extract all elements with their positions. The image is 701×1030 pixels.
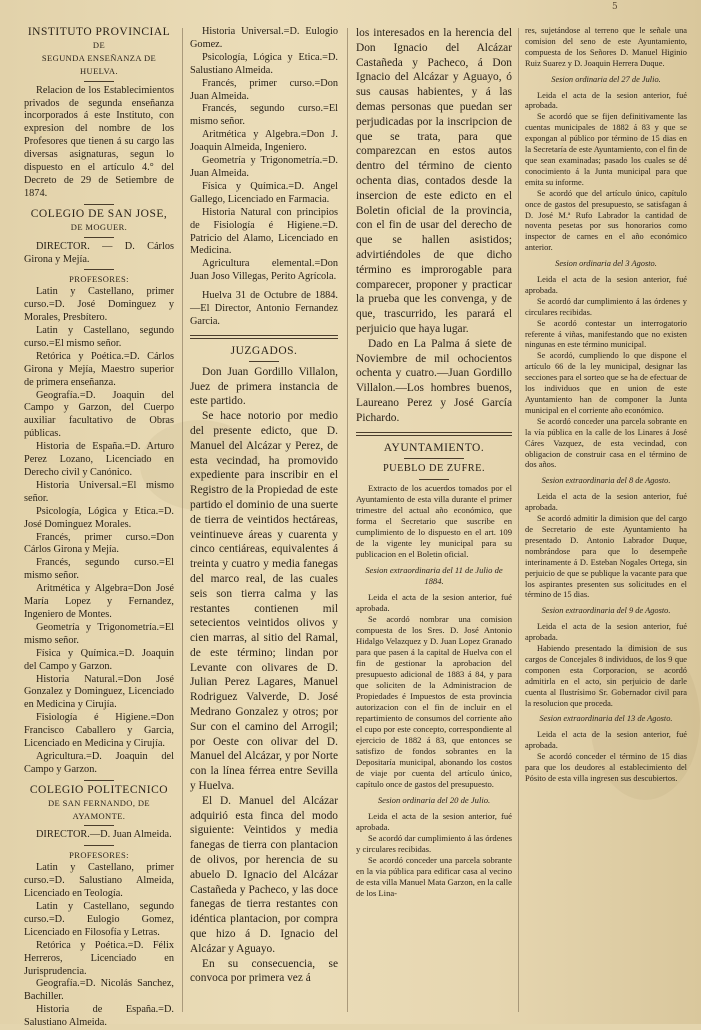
rule [419, 479, 449, 480]
session-title: Sesion ordinaria del 20 de Julio. [377, 795, 491, 806]
session-title: Sesion ordinaria del 3 Agosto. [555, 259, 657, 269]
professor-entry: Historia Natural.=Don José Gonzalez y Dominguez, Licenciado en Medicina y Cirujía. [24, 673, 174, 711]
session-title: Sesion ordinaria del 27 de Julio. [551, 74, 661, 84]
rule [84, 825, 114, 826]
professor-entry: Psicología, Lógica y Etica.=D. Salustiano Almeida. [190, 51, 338, 76]
professor-entry: Francés, segundo curso.=El mismo señor. [190, 103, 338, 128]
professor-entry: Latin y Castellano, primer curso.=D. Salustiano Almeida, Licenciado en Teología. [24, 862, 174, 900]
session-paragraph: Leida el acta de la sesion anterior, fué aprobada. [356, 811, 512, 833]
session-paragraph: Leida el acta de la sesion anterior, fué aprobada. [525, 730, 687, 751]
edict-paragraph: El D. Manuel del Alcázar adquirió esta finca del modo siguiente: Veintidos y media fanegas de tierra con plantacion de olivos, por herencia de su abuelo D. Ignacio del Alcázar Castañeda y Pacheco, y las doce fanegas de tierra restantes con idéntica plantacion, por compra que hizo á D. Ignacio del Alcázar y Aguayo. [190, 794, 338, 955]
section-rule [190, 335, 338, 339]
professor-entry: Geografía.=D. Joaquin del Campo y Garzon, del Cuerpo auxiliar facultativo de Obras públicas. [24, 389, 174, 440]
rule [84, 780, 114, 781]
professor-entry: Agricultura.=D. Joaquin del Campo y Garzon. [24, 750, 174, 775]
session-paragraph: Se acordó conceder una parcela sobrante en la via pública para edificar casa al vecino de esta villa Manuel Mata Garzon, en la calle de los Lina- [356, 855, 512, 899]
column-3 [356, 26, 512, 1014]
institute-closing: Huelva 31 de Octubre de 1884. —El Director, Antonio Fernandez Garcia. [190, 290, 338, 327]
session-paragraph: Se acordó admitir la dimision que del cargo de Secretario de este Ayuntamiento ha presentado D. Antonio Labrador Duque, nombrándose para que lo desempeñe interinamente á D. Esteban Nogales Ortega, sin perjuicio de que se publique la vacante para que los aspirantes presenten sus solicitudes en el término de 15 dias. [525, 514, 687, 600]
juzgados-heading: JUZGADOS. [230, 344, 298, 357]
professor-entry: Psicología, Lógica y Etica.=D. José Dominguez Morales. [24, 505, 174, 530]
edict-date: Dado en La Palma á siete de Noviembre de mil ochocientos ochenta y cuatro.—Juan Gordillo Villalon.—Los hombres buenos, Laureano Perez y José García Pichardo. [356, 337, 512, 424]
professor-entry: Historia Natural con principios de Fisiología é Higiene.=D. Patricio del Alamo, Licenciado en Medicina. [190, 206, 338, 257]
column-divider [182, 28, 183, 1012]
session-title: Sesion extraordinaria del 8 de Agosto. [541, 476, 671, 486]
institute-title: INSTITUTO PROVINCIAL [27, 26, 171, 38]
rule [84, 81, 114, 82]
professor-entry: Geografía.=D. Nicolás Sanchez, Bachiller. [24, 978, 174, 1003]
rule [84, 269, 114, 270]
column-1 [24, 26, 174, 1029]
edict-paragraph: Se hace notorio por medio del presente edicto, que D. Manuel del Alcázar y Perez, de esta vecindad, ha promovido expediente para inscribir en el Registro de la Propiedad de este partido el dominio de una suerte de tierra de veintidos hectáreas, veintinueve áreas y cuarenta y cinco centiáreas, equivalentes á treinta y cuatro y media fanegas del marco real, de las cuales seis son tierra calma y las restantes contienen mil setecientos veintidos olivos y cien marras, al sitio del Ramal, de este término; lindan por Levante con olivares de D. Julian Perez Lagares, Manuel Rodriguez Valverde, D. José Medrano Gonzalez y otros; por Sur con el camino del Arrogil; por Oeste con olivar del D. Manuel del Alcázar, y por Norte con la línea férrea entre Sevilla y Huelva. [190, 410, 338, 793]
professor-entry: Francés, primer curso.=Don Juan Almeida. [190, 77, 338, 102]
session-title: Sesion extraordinaria del 9 de Agosto. [541, 606, 671, 616]
session-paragraph: Se acordó, cumpliendo lo que dispone el artículo 66 de la ley municipal, designar las secciones para el sorteo que se ha de efectuar de los individuos que en union de este Ayuntamiento han de componer la Junta municipal en el corriente año económico. [525, 351, 687, 415]
session-paragraph: res, sujetándose al terreno que le señale una comision del seno de este Ayuntamiento, compuesta de los Señores D. Manuel Higinio Ruiz Suarez y D. Joaquin Herrera Duque. [525, 26, 687, 68]
colegio-2-place: DE SAN FERNANDO, DE AYAMONTE. [47, 797, 151, 821]
professor-entry: Historia de España.=D. Salustiano Almeida. [24, 1004, 174, 1029]
session-paragraph: Se acordó contestar un interrogatorio referente á viñas, manifestando que no existen ningunas en este término municipal. [525, 318, 687, 350]
professor-entry: Fisiología é Higiene.=Don Francisco Caballero y Garcia, Licenciado en Medicina y Cirujía. [24, 712, 174, 750]
institute-intro: Relacion de los Establecimientos privados de segunda enseñanza incorporados á este Instituto, con expresion del nombre de los Profesores que tienen á su cargo las diversas asignaturas, segun lo dispuesto en el artículo 4.° del Decreto de 29 de Setiembre de 1874. [24, 84, 174, 199]
session-paragraph: Leida el acta de la sesion anterior, fué aprobada. [525, 90, 687, 111]
session-title: Sesion extraordinaria del 11 de Julio de 1884. [365, 565, 503, 587]
professor-entry: Aritmética y Algebra=Don José María Lopez y Fernandez, Ingeniero de Montes. [24, 583, 174, 620]
session-paragraph: Leida el acta de la sesion anterior, fué aprobada. [525, 622, 687, 643]
institute-de: DE [92, 39, 106, 50]
professor-entry: Retórica y Poética.=D. Félix Herreros, Licenciado en Jurisprudencia. [24, 939, 174, 977]
colegio-2-title: COLEGIO POLITECNICO [29, 783, 169, 796]
session-paragraph: Leida el acta de la sesion anterior, fué aprobada. [525, 492, 687, 513]
section-rule [356, 432, 512, 436]
professor-entry: Aritmética y Algebra.=Don J. Joaquin Almeida, Ingeniero. [190, 129, 338, 154]
session-paragraph: Habiendo presentado la dimision de sus cargos de Concejales 8 individuos, de los 9 que componen esta Corporacion, se acordó admitirla en el acto, sin perjuicio de darle cuenta al Ilustrísimo Sr. Gobernador civil para la resolucion que proceda. [525, 644, 687, 708]
professor-entry: Latin y Castellano, segundo curso.=D. Eulogio Gomez, Licenciado en Filosofía y Letras. [24, 901, 174, 938]
professor-entry: Historia de España.=D. Arturo Perez Lozano, Licenciado en Derecho civil y Canónico. [24, 441, 174, 478]
edict-paragraph: los interesados en la herencia del Don Ignacio del Alcázar Castañeda y Pacheco, á Don Ignacio del Alcázar y Aguayo, ó sus causas habientes, y á las demas personas que puedan ser perjudicadas por la inscripcion de que se trata, para que comparezcan en estos autos dentro del término de ciento ochenta dias, contados desde la insercion de este edicto en el Boletin oficial de la provincia, con el fin de usar del derecho de que se hallen asistidos; advirtiéndoles de que dicho término es improrogable para comparecer, proponer y practicar la prueba que les convenga, y de que, trascurrido, les parará el perjuicio que haya lugar. [356, 27, 512, 335]
extract-intro: Extracto de los acuerdos tomados por el Ayuntamiento de esta villa durante el primer trimestre del actual año económico, que forma el Secretario que suscribe en cumplimiento de lo dispuesto en el art. 109 de la vigente ley municipal para su publicacion en el Boletin oficial. [356, 483, 512, 560]
session-paragraph: Se acordó dar cumplimiento á las órdenes y circulares recibidas. [356, 833, 512, 855]
session-paragraph: Se acordó conceder una parcela sobrante en la vía pública en la calle de los Linares á José Cáres Vazquez, de esta vecindad, con obligacion de construir casa en el término de dos años. [525, 416, 687, 470]
session-paragraph: Se acordó dar cumplimiento á las órdenes y circulares recibidas. [525, 296, 687, 317]
professor-entry: Latin y Castellano, segundo curso.=El mismo señor. [24, 325, 174, 349]
edict-body-cont [356, 26, 512, 426]
session-paragraph: Leida el acta de la sesion anterior, fué aprobada. [356, 592, 512, 614]
session-title: Sesion extraordinaria del 13 de Agosto. [539, 714, 673, 724]
institute-subtitle: SEGUNDA ENSEÑANZA DE HUELVA. [41, 52, 157, 76]
professor-entry: Agricultura elemental.=Don Juan Joso Villegas, Perito Agrícola. [190, 258, 338, 283]
professor-entry: Retórica y Poética.=D. Cárlos Girona y Mejía, Maestro superior de primera enseñanza. [24, 350, 174, 388]
professor-entry: Historia Universal.=D. Eulogio Gomez. [190, 26, 338, 50]
professor-entry: Física y Química.=D. Angel Gallego, Licenciado en Farmacia. [190, 180, 338, 205]
professor-entry: Francés, primer curso.=Don Cárlos Girona y Mejía. [24, 531, 174, 556]
page-number: 5 [612, 2, 618, 12]
session-paragraph: Se acordó nombrar una comision compuesta de los Sres. D. José Antonio Hidalgo Velazquez y D. Juan Lopez Granado para que pasen á la capital de Huelva con el fin de gestionar la aprobacion del presupuesto adicional de 1883 á 84, y para que soliciten de la Administracion de Propiedades é Impuestos de esta provincia autorizacion con el fin de incluir en el repartimiento de consumos del corriente año el cupo por este concepto, correspondiente al ejercicio de 1882 á 83, que entonces se satisfizo de fondos sobrantes en la Depositaría municipal, abonando los costos de viaje por cuenta del artículo único, capítulo once de gastos del presupuesto. [356, 614, 512, 790]
professor-entry: Física y Química.=D. Joaquin del Campo y Garzon. [24, 647, 174, 672]
session-paragraph: Se acordó conceder el término de 15 dias para que los deudores al establecimiento del Pósito de esta villa ingresen sus descubiertos. [525, 752, 687, 783]
professor-entry: Francés, segundo curso.=El mismo señor. [24, 557, 174, 582]
colegio-1-place: DE MOGUER. [70, 221, 128, 232]
professor-entry: Historia Universal.=El mismo señor. [24, 479, 174, 504]
session-paragraph: Se acordó que del artículo único, capítulo once de gastos del presupuesto, se satisfagan á D. José M.ª Rufo Labrador la cantidad de noventa pesetas por sus honorarios como inspector de carnes en el año económico anterior. [525, 188, 687, 253]
pueblo-heading: PUEBLO DE ZUFRE. [382, 463, 486, 475]
rule [84, 845, 114, 846]
edict-paragraph: Don Juan Gordillo Villalon, Juez de primera instancia de este partido. [190, 365, 338, 408]
edict-body [190, 365, 338, 986]
professor-entry: Geometría y Trigonometría.=El mismo señor. [24, 621, 174, 646]
session-paragraph: Leida el acta de la sesion anterior, fué aprobada. [525, 275, 687, 295]
professor-entry: Latin y Castellano, primer curso.=D. José Dominguez y Morales, Presbítero. [24, 286, 174, 324]
session-paragraph: Se acordó que se fijen definitivamente las cuentas municipales de 1882 á 83 y que se expongan al público por término de 15 dias en la Secretaría de este Ayuntamiento, con el fin de que sean examinadas; pasado los cuales se dé conocimiento á la Junta municipal para que emita su informe. [525, 112, 687, 187]
rule [249, 361, 279, 362]
column-2 [190, 26, 338, 1014]
colegio-1-title: COLEGIO DE SAN JOSE, [30, 207, 168, 220]
ayuntamiento-heading: AYUNTAMIENTO. [383, 441, 485, 454]
colegio-1-profesores-heading: PROFESORES: [69, 274, 129, 285]
professor-entry: Geometría y Trigonometría.=D. Juan Almeida. [190, 155, 338, 179]
colegio-1-director: DIRECTOR. — D. Cárlos Girona y Mejía. [24, 240, 174, 265]
rule [84, 204, 114, 205]
column-4 [525, 26, 687, 1014]
rule [84, 237, 114, 238]
minutes-body [356, 483, 512, 899]
column-divider [347, 28, 348, 1012]
colegio-2-director: DIRECTOR.—D. Juan Almeida. [36, 829, 172, 841]
colegio-2-profesores-heading: PROFESORES: [69, 850, 129, 861]
column-divider [518, 28, 519, 1012]
edict-paragraph: En su consecuencia, se convoca por primera vez á [190, 957, 338, 985]
